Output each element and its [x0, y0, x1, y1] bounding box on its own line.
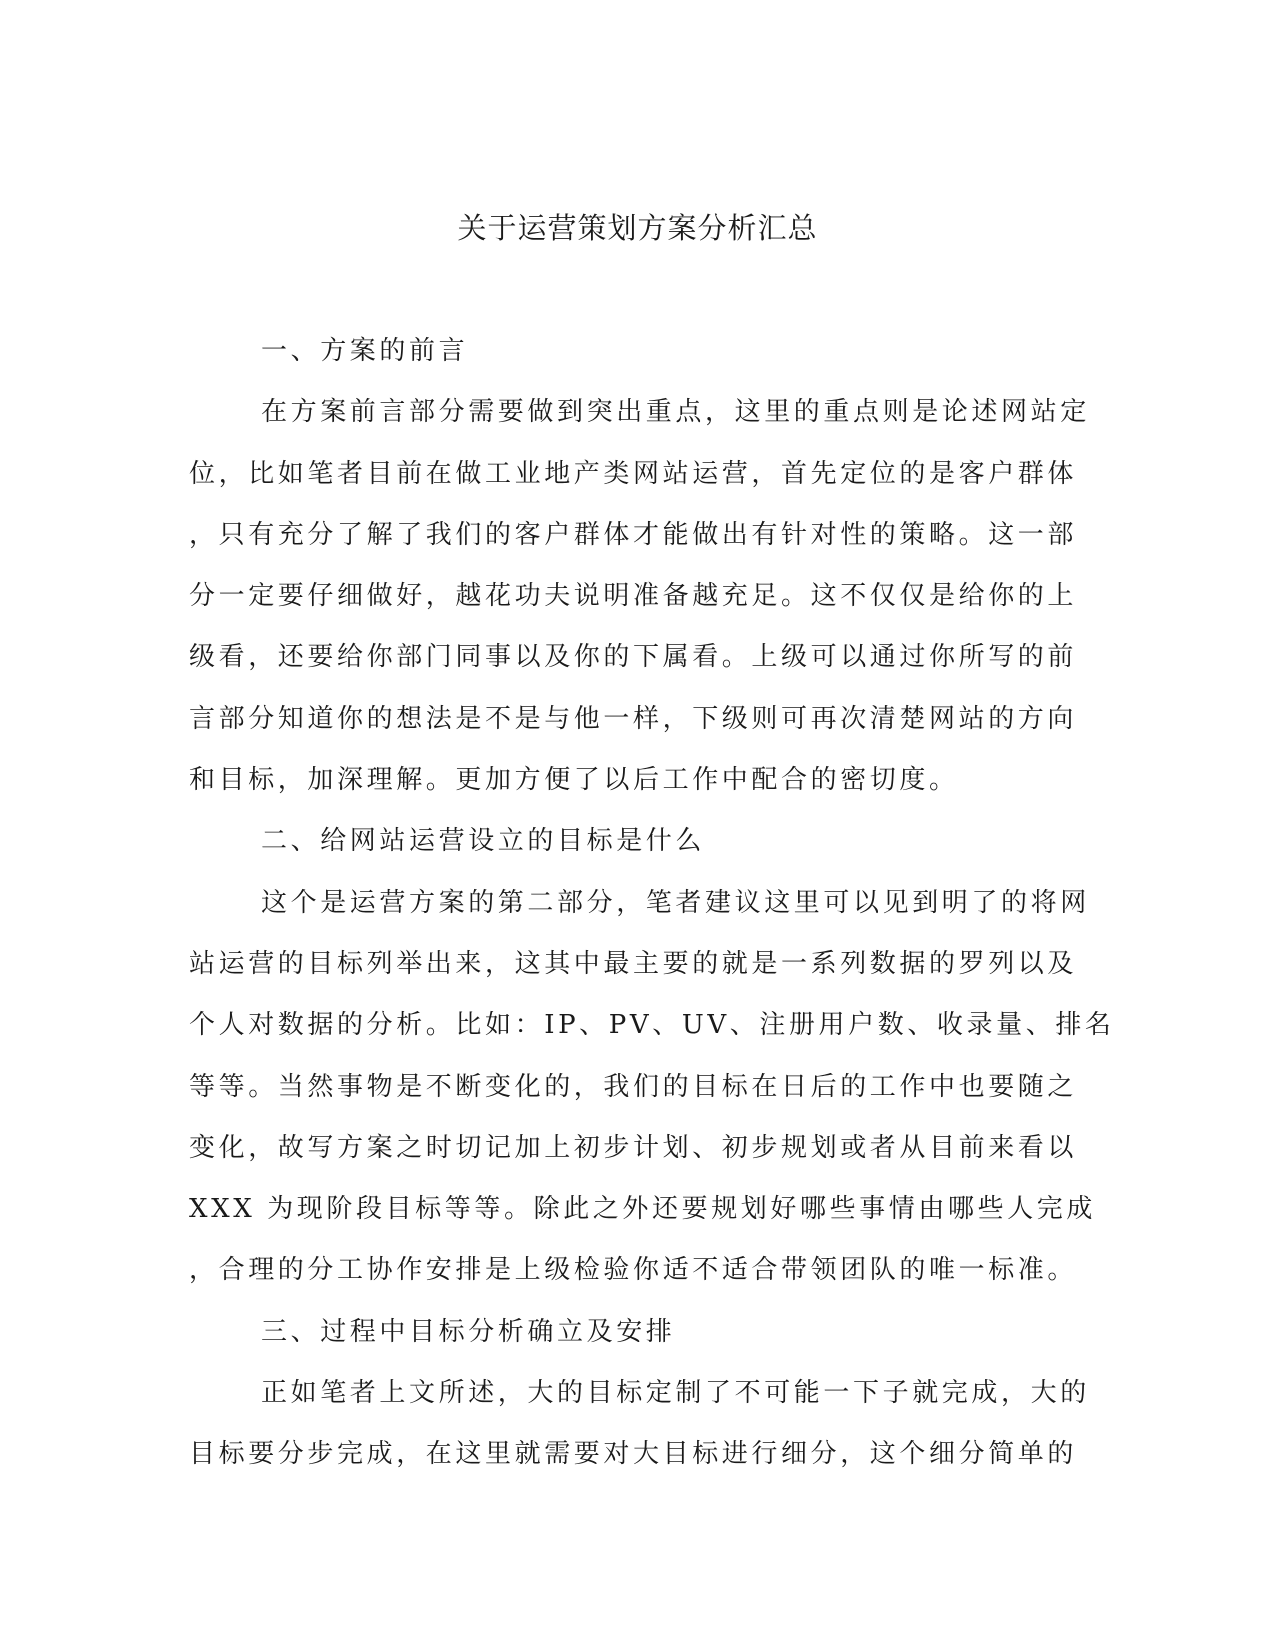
paragraph-line: 个人对数据的分析。比如：IP、PV、UV、注册用户数、收录量、排名	[189, 1010, 1115, 1041]
paragraph-line: 站运营的目标列举出来，这其中最主要的就是一系列数据的罗列以及	[189, 948, 1078, 979]
paragraph-line: 位，比如笔者目前在做工业地产类网站运营，首先定位的是客户群体	[189, 458, 1078, 489]
section-heading-1: 一、方案的前言	[261, 336, 469, 366]
paragraph-line: 变化，故写方案之时切记加上初步计划、初步规划或者从目前来看以	[189, 1132, 1078, 1163]
paragraph-line: 正如笔者上文所述，大的目标定制了不可能一下子就完成，大的	[261, 1378, 1090, 1409]
paragraph-line: ，只有充分了解了我们的客户群体才能做出有针对性的策略。这一部	[189, 519, 1078, 550]
paragraph-line: 级看，还要给你部门同事以及你的下属看。上级可以通过你所写的前	[189, 642, 1078, 673]
section-heading-2: 二、给网站运营设立的目标是什么	[261, 826, 706, 857]
section-heading-3: 三、过程中目标分析确立及安排	[261, 1316, 676, 1347]
document-title: 关于运营策划方案分析汇总	[457, 211, 818, 245]
paragraph-line: XXX 为现阶段目标等等。除此之外还要规划好哪些事情由哪些人完成	[189, 1194, 1096, 1225]
paragraph-line: 等等。当然事物是不断变化的，我们的目标在日后的工作中也要随之	[189, 1071, 1078, 1102]
paragraph-line: 分一定要仔细做好，越花功夫说明准备越充足。这不仅仅是给你的上	[189, 581, 1078, 612]
paragraph-line: 言部分知道你的想法是不是与他一样，下级则可再次清楚网站的方向	[189, 703, 1078, 734]
paragraph-line: 目标要分步完成，在这里就需要对大目标进行细分，这个细分简单的	[189, 1439, 1078, 1470]
paragraph-line: 和目标，加深理解。更加方便了以后工作中配合的密切度。	[189, 765, 959, 796]
document-body	[189, 331, 1115, 1496]
paragraph-line: 在方案前言部分需要做到突出重点，这里的重点则是论述网站定	[261, 397, 1090, 428]
paragraph-line: ，合理的分工协作安排是上级检验你适不适合带领团队的唯一标准。	[189, 1255, 1078, 1286]
paragraph-line: 这个是运营方案的第二部分，笔者建议这里可以见到明了的将网	[261, 887, 1090, 918]
